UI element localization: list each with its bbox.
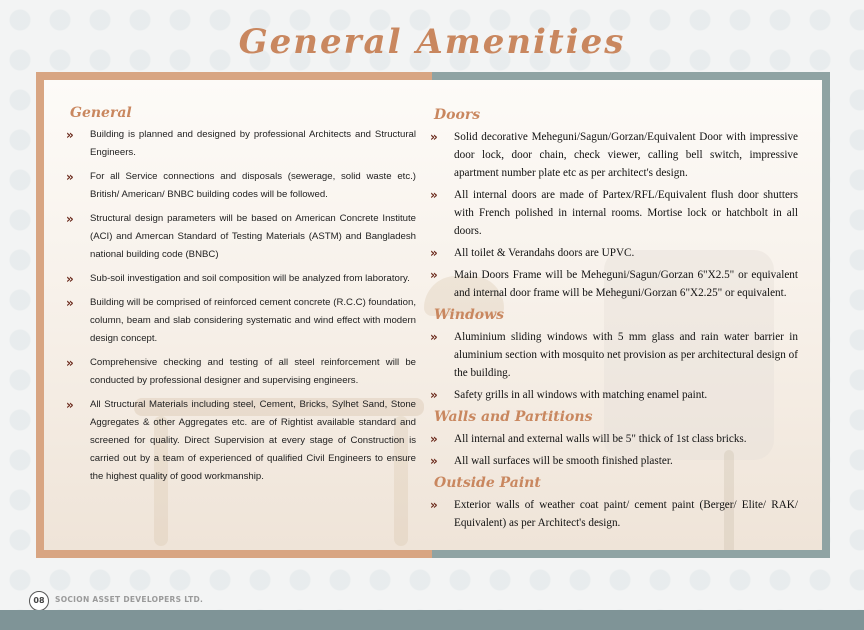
page-number-badge: 08 <box>29 591 49 611</box>
list-item <box>430 128 798 182</box>
double-chevron-icon: » <box>430 454 438 468</box>
list-item-text: All wall surfaces will be smooth finished plaster. <box>454 455 673 467</box>
list-item-text: Aluminium sliding windows with 5 mm glass and rain water barrier in aluminium section with mosquito net provision as per architectural design of the building. <box>454 331 798 379</box>
double-chevron-icon: » <box>66 356 74 370</box>
list-item <box>430 496 798 532</box>
list-item <box>66 294 416 348</box>
list-item-text: All toilet & Verandahs doors are UPVC. <box>454 247 635 259</box>
double-chevron-icon: » <box>66 296 74 310</box>
double-chevron-icon: » <box>66 398 74 412</box>
paint-title: Outside Paint <box>434 475 541 491</box>
windows-title: Windows <box>434 307 505 323</box>
double-chevron-icon: » <box>430 130 438 144</box>
double-chevron-icon: » <box>430 330 438 344</box>
list-item <box>66 126 416 162</box>
walls-title: Walls and Partitions <box>434 409 593 425</box>
list-item-text: All internal and external walls will be 5" thick of 1st class bricks. <box>454 433 747 445</box>
list-item <box>430 452 798 470</box>
page-title: General Amenities <box>238 22 626 62</box>
doors-title: Doors <box>434 107 481 123</box>
footer-bar <box>0 610 864 630</box>
list-item <box>66 210 416 264</box>
list-item-text: Building is planned and designed by professional Architects and Structural Engineers. <box>90 129 416 158</box>
double-chevron-icon: » <box>66 212 74 226</box>
list-item <box>430 328 798 382</box>
list-item <box>66 396 416 486</box>
list-item <box>66 354 416 390</box>
list-item <box>430 386 798 404</box>
double-chevron-icon: » <box>430 388 438 402</box>
double-chevron-icon: » <box>430 498 438 512</box>
list-item-text: Comprehensive checking and testing of all steel reinforcement will be conducted by professional designer and supervising engineers. <box>90 357 416 386</box>
list-item <box>430 186 798 240</box>
double-chevron-icon: » <box>430 432 438 446</box>
list-item-text: Safety grills in all windows with matching enamel paint. <box>454 389 708 401</box>
double-chevron-icon: » <box>430 188 438 202</box>
list-item-text: Main Doors Frame will be Meheguni/Sagun/Gorzan 6"X2.5" or equivalent and internal door frame will be Meheguni/Gorzan 6"X2.25" or equivalent. <box>454 269 798 299</box>
right-column <box>430 104 798 536</box>
list-item <box>430 266 798 302</box>
company-name: SOCION ASSET DEVELOPERS LTD. <box>55 595 204 604</box>
double-chevron-icon: » <box>66 272 74 286</box>
list-item <box>430 244 798 262</box>
list-item-text: All Structural Materials including steel, Cement, Bricks, Sylhet Sand, Stone Aggregates & other Aggregates etc. are of Rightist available standard and screened for quality. Direct Supervision at every stage of Construction is carried out by a team of experienced of qualified Civil Engineers to ensure the highest quality of good workmanship. <box>90 399 416 482</box>
list-item-text: Building will be comprised of reinforced cement concrete (R.C.C) foundation, column, beam and slab considering systematic and wind effect with modern design concept. <box>90 297 416 344</box>
list-item <box>66 270 416 288</box>
content-panel <box>44 80 822 550</box>
general-section <box>66 104 416 492</box>
list-item-text: Sub-soil investigation and soil composition will be analyzed from laboratory. <box>90 273 410 284</box>
double-chevron-icon: » <box>66 128 74 142</box>
list-item <box>66 168 416 204</box>
list-item-text: For all Service connections and disposals (sewerage, solid waste etc.) British/ American/ BNBC building codes will be followed. <box>90 171 416 200</box>
double-chevron-icon: » <box>430 246 438 260</box>
list-item-text: Solid decorative Meheguni/Sagun/Gorzan/Equivalent Door with impressive door lock, door chain, check viewer, calling bell switch, impressive apartment number plate etc as per architect's design. <box>454 131 798 179</box>
list-item-text: Exterior walls of weather coat paint/ cement paint (Berger/ Elite/ RAK/ Equivalent) as per Architect's design. <box>454 499 798 529</box>
list-item-text: Structural design parameters will be based on American Concrete Institute (ACI) and Amercan Standard of Testing Materials (ASTM) and Bangladesh national building code (BNBC) <box>90 213 416 260</box>
list-item <box>430 430 798 448</box>
double-chevron-icon: » <box>66 170 74 184</box>
double-chevron-icon: » <box>430 268 438 282</box>
general-title: General <box>70 105 132 121</box>
list-item-text: All internal doors are made of Partex/RFL/Equivalent flush door shutters with French polished in internal rooms. Mortise lock or hatchbolt in all doors. <box>454 189 798 237</box>
